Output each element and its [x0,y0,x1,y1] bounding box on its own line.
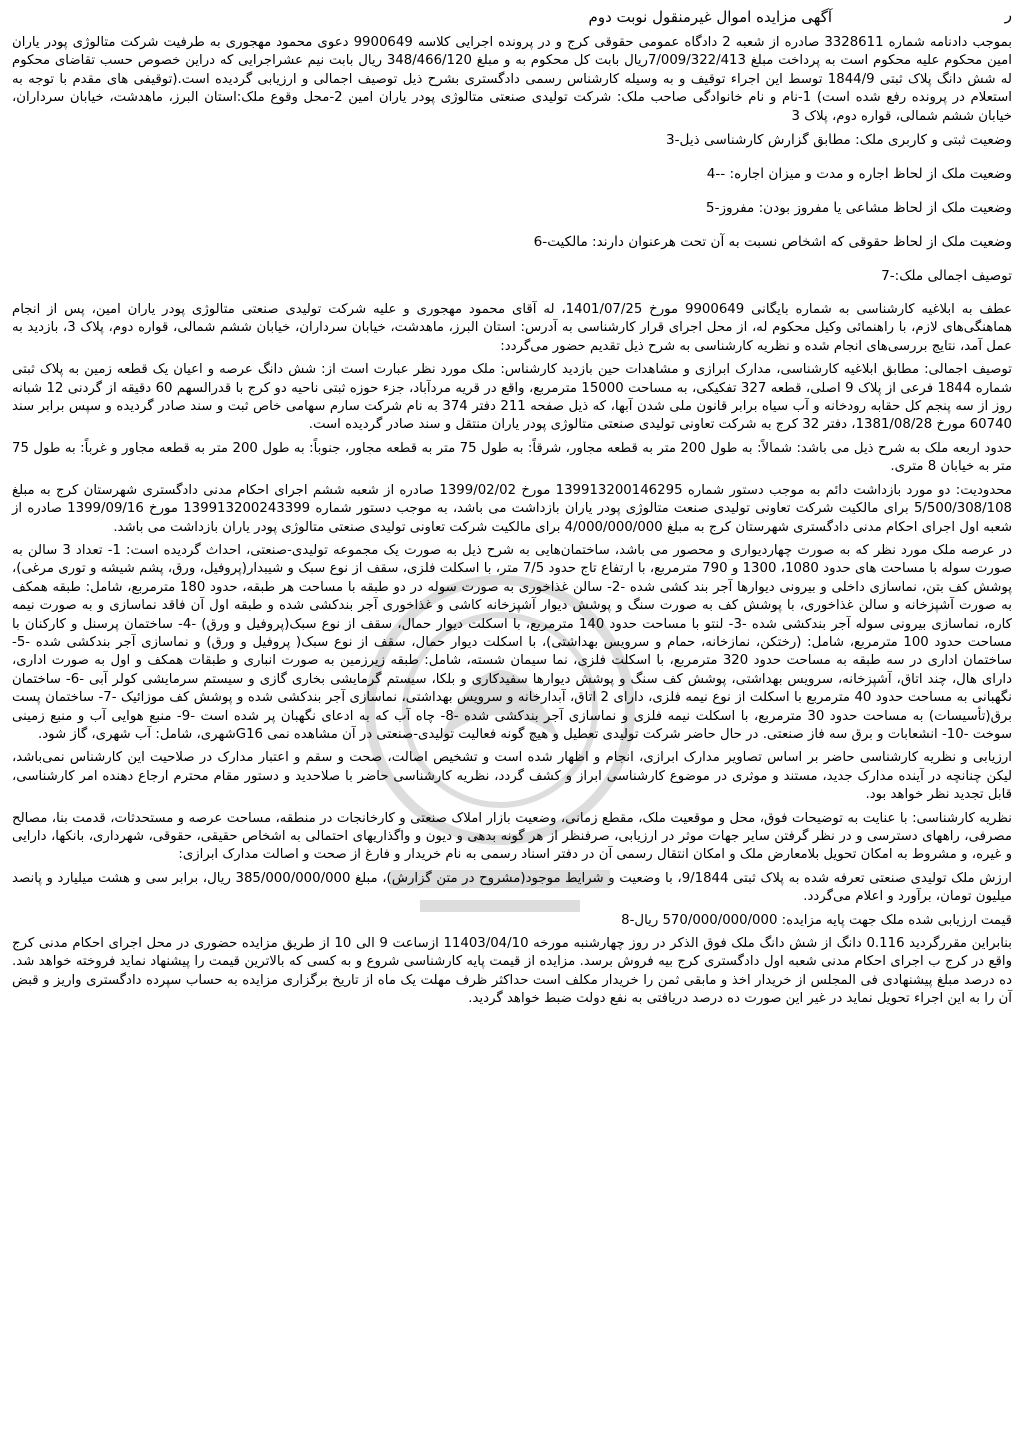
boundaries-paragraph: حدود اربعه ملک به شرح ذیل می باشد: شمالاً: به طول 200 متر به قطعه مجاور، شرقاً: به طول 75 متر به قطعه مجاور، جنوباً: به طول 200 متر به قطعه مجاور و غرباً: به طول 75 متر به خیابان 8 متری. [12,440,1012,475]
valuation-paragraph: ارزش ملک تولیدی صنعتی تعرفه شده به پلاک ثبتی 9/1844، با وضعیت و شرایط موجود(مشروح در متن گزارش)، مبلغ 385/000/000/000 ریال، برابر سی و هشت میلیارد و پانصد میلیون تومان، برآورد و اعلام می‌گردد. [12,870,1012,905]
buildings-paragraph: در عرصه ملک مورد نظر که به صورت چهاردیواری و محصور می باشد، ساختمان‌هایی به شرح ذیل به صورت یک مجموعه تولیدی-صنعتی، احداث گردیده است: 1- تعداد 3 سالن به صورت سوله با مساحت های حدود 1080، 1300 و 790 مترمربع، با ارتفاع تاج حدود 7/5 متر، با اسکلت فلزی، سقف از نوع سبک و شیبدار(پروفیل، ورق، پشم شیشه و توری مرغی)، پوشش کف بتن، نماسازی داخلی و بیرونی دیوارها آجر بند کشی شده -2- سالن غذاخوری به صورت سوله در دو طبقه با مساحت هر طبقه، حدود 180 مترمربع، شامل: طبقه همکف به صورت آشپزخانه و سالن غذاخوری، با پوشش کف به صورت سنگ و پوشش دیوار آشپزخانه کاشی و غذاخوری آجر بندکشی شده و طبقه اول آن فاقد نماسازی و به صورت نیمه کاره، نماسازی بیرونی سوله آجر بندکشی شده -3- لنتو با مساحت حدود 140 مترمربع، با اسکلت دیوار حمال، سقف از نوع سبک(پروفیل و ورق) -4- ساختمان پرسنل و کارکنان با مساحت حدود 100 مترمربع، شامل: (رختکن، نمازخانه، حمام و سرویس بهداشتی)، با اسکلت دیوار حمال، سقف از نوع سبک( پروفیل و ورق) و نماسازی آجر بندکشی شده -5- ساختمان اداری در سه طبقه به مساحت حدود 320 مترمربع، با اسکلت فلزی، نما سیمان شسته، شامل: طبقه زیرزمین به صورت انباری و طبقات همکف و اول به صورت اداری، دارای هال، چند اتاق، آشپزخانه، سرویس بهداشتی، پوشش کف سنگ و پوشش دیوارها سفیدکاری و بلکا، سیستم گرمایشی بخاری گازی و سیستم سرمایشی کولر آبی -6- ساختمان نگهبانی به مساحت حدود 40 مترمربع با اسکلت از نوع نیمه فلزی، دارای 2 اتاق، آبدارخانه و سرویس بهداشتی، نماسازی آجر بندکشی شده و پوشش کف موزائیک -7- ساختمان پست برق(تأسیسات) به مساحت حدود 30 مترمربع، با اسکلت نیمه فلزی و نماسازی آجر بندکشی شده -8- چاه آب که به ادعای نگهبان پر شده است -9- منبع هوایی آب و منبع زمینی سوخت -10- انشعابات و برق سه فاز صنعتی. در حال حاضر شرکت تولیدی تعطیل و هیچ گونه فعالیت تولیدی-صنعتی در آن مشاهده نمی G16شهری، شامل: آب شهری، گاز شود. [12,542,1013,742]
referral-paragraph: عطف به ابلاغیه کارشناسی به شماره بایگانی 9900649 مورخ 1401/07/25، له آقای محمود مهجوری و علیه شرکت تولیدی صنعتی متالوژی پودر یاران امین، پس از انجام هماهنگی‌های لازم، با راهنمائی وکیل محکوم له، از محل اجرای قرار کارشناسی به آدرس: استان البرز، ماهدشت، خیابان سرداران، خیابان ششم شمالی، قواره دوم، پلاک 3، بازدید به عمل آمد، نتایج بررسی‌های انجام شده و نظریه کارشناسی به شرح ذیل تقدیم حضور می‌گردد: [12,302,1012,354]
notice-header [12,4,1012,34]
item-ownership-type: وضعیت ملک از لحاظ مشاعی یا مفروز بودن: مفروز-5 [705,200,1012,217]
restrictions-paragraph: محدودیت: دو مورد بازداشت دائم به موجب دستور شماره 139913200146295 مورخ 1399/02/02 صادره از شعبه ششم اجرای احکام مدنی دادگستری شهرستان کرج به مبلغ 5/500/308/108 برای مالکیت شرکت تعاونی تولیدی صنعت متالوژی پودر یاران بازداشت می باشد، به موجب دستور شماره 139913200243399 مورخ 1399/09/16 صادره از شعبه اول اجرای احکام مدنی دادگستری شهرستان کرج به مبلغ 4/000/000/000 برای مالکیت شرکت تعاونی تولیدی صنعتی متالوژی پودر یاران بازداشت می باشد. [12,482,1013,535]
intro-paragraph: بموجب دادنامه شماره 3328611 صادره از شعبه 2 دادگاه عمومی حقوقی کرج و در پرونده اجرایی کلاسه 9900649 دعوی محمود مهجوری به طرفیت شرکت متالوژی پودر یاران امین محکوم علیه محکوم است به پرداخت مبلغ 7/009/322/413ریال بابت کل محکوم به و مبلغ 348/466/120 ریال بابت نیم عشراجرایی که دراین خصوص حسب تقاضای محکوم له شش دانگ پلاک ثبتی 1844/9 توسط این اجراء توقیف و به وسیله کارشناس رسمی دادگستری بشرح ذیل توصیف اجمالی و ارزیابی گردیده است.(توقیفی های مقدم با توجه به استعلام در پرونده رفع شده است) 1-نام و نام خانوادگی صاحب ملک: شرکت تولیدی صنعتی متالوژی پودر یاران امین 2-محل وقوع ملک:استان البرز، ماهدشت، خیابان سرداران، خیابان ششم شمالی، قواره دوم، پلاک 3 [12,35,1012,124]
item-lease-status: وضعیت ملک از لحاظ اجاره و مدت و میزان اجاره: --4 [706,166,1012,183]
item-registration-status: وضعیت ثبتی و کاربری ملک: مطابق گزارش کارشناسی ذیل-3 [665,132,1012,149]
notice-title: آگهی مزایده اموال غیرمنقول نوبت دوم [588,8,832,26]
header-mark: ر [1004,6,1012,24]
base-price-paragraph: قیمت ارزیابی شده ملک جهت پایه مزایده: 570/000/000/000 ریال-8 [621,912,1012,928]
item-brief-description: توصیف اجمالی ملک:-7 [881,268,1012,285]
item-legal-rights: وضعیت ملک از لحاظ حقوقی که اشخاص نسبت به آن تحت هرعنوان دارند: مالکیت-6 [533,234,1012,251]
disclaimer-paragraph: ارزیابی و نظریه کارشناسی حاضر بر اساس تصاویر مدارک ابرازی، انجام و اظهار شده است و تشخیص اصالت، صحت و سقم و اعتبار مدارک در صلاحیت این کارشناس نمی‌باشد، لیکن چنانچه در آینده مدارک جدید، مستند و موثری در موضوع کارشناسی ابراز و کشف گردد، نظریه کارشناسی حاضر با صلاحدید و دستور مقام محترم ارجاع دهنده امر کارشناسی، قابل تجدید نظر خواهد بود. [12,750,1012,803]
auction-terms-paragraph: بنابراین مقررگردید 0.116 دانگ از شش دانگ ملک فوق الذکر در روز چهارشنبه مورخه 11403/04/10 ازساعت 9 الی 10 از طریق مزایده حضوری در محل اجرای احکام مدنی کرج واقع در کرج ب اجرای احکام مدنی شعبه اول دادگستری کرج بیه فروش برسد. مزایده از قیمت پایه کارشناسی شروع و به کسی که بالاترین قیمت را پیشنهاد نماید فروخته خواهد شد. ده درصد مبلغ پیشنهادی فی المجلس از خریدار اخذ و مابقی ثمن را خریدار مکلف است حداکثر ظرف مهلت یک ماه از تاریخ برگزاری مزایده به حساب سپرده دادگستری واریز و قبض آن را به این اجراء تحویل نماید در غیر این صورت ده درصد دریافتی به نفع دولت ضبط خواهد گردید. [12,936,1012,1007]
expert-opinion-paragraph: نظریه کارشناسی: با عنایت به توضیحات فوق، محل و موقعیت ملک، مقطع زمانی، وضعیت بازار املاک صنعتی و کارخانجات در منطقه، مساحت عرصه و مستحدثات، قدمت بنا، مصالح مصرفی، راههای دسترسی و در نظر گرفتن سایر جهات موثر در ارزیابی، صرفنظر از هر گونه بدهی و دیون و واگذاریهای احتمالی به اشخاص حقیقی، حقوقی، شهرداری، بانکها، دارایی و غیره، و مشروط به امکان تحویل بلامعارض ملک و امکان انتقال رسمی آن در دفتر اسناد رسمی به نام خریدار و فارغ از صحت و اصالت مدارک ابرازی: [12,810,1012,863]
description-paragraph: توصیف اجمالی: مطابق ابلاغیه کارشناسی، مدارک ابرازی و مشاهدات حین بازدید کارشناس: ملک مورد نظر عبارت است از: شش دانگ عرصه و اعیان یک قطعه زمین به پلاک ثبتی شماره 1844 فرعی از پلاک 9 اصلی، قطعه 327 تفکیکی، به مساحت 15000 مترمربع، واقع در قریه مردآباد، جزء حوزه ثبتی ناحیه دو کرج با قدرالسهم 60 دقیقه از گردنی 12 شبانه روز از سه پنجم کل حقابه رودخانه و آب سیاه برابر قانون ملی شدن آبها، که ذیل صفحه 211 دفتر 374 به نام شرکت سارم سهامی خاص ثبت و سند صادر گردیده و سپس برابر سند 60740 مورخ 1381/08/28، دفتر 32 کرج به شرکت تعاونی تولیدی صنعتی متالوژی پودر یاران منتقل و سند صادر گردیده است. [12,362,1013,433]
